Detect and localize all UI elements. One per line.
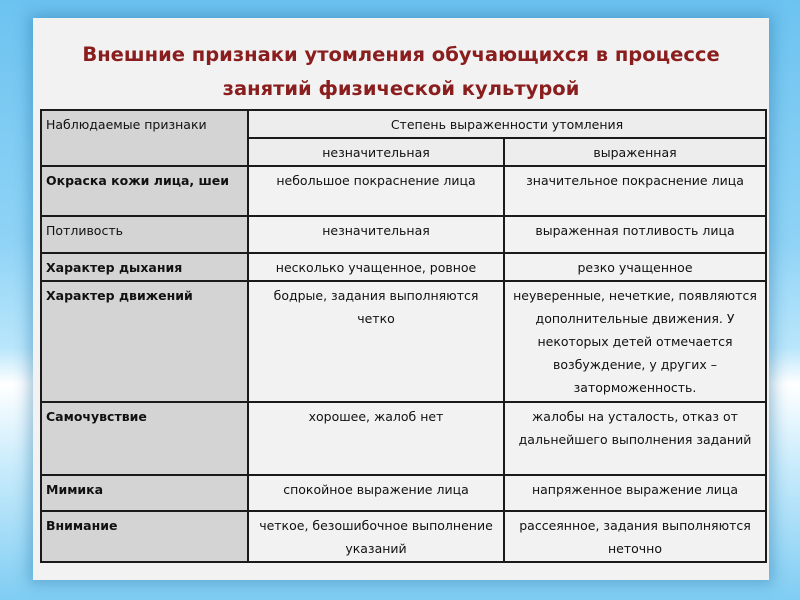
- row-major: выраженная потливость лица: [504, 216, 766, 253]
- row-major: жалобы на усталость, отказ от дальнейшего выполнения заданий: [504, 402, 766, 475]
- row-major: резко учащенное: [504, 253, 766, 281]
- table-row: [41, 511, 766, 562]
- row-sign: Характер дыхания: [41, 253, 248, 281]
- row-sign: Самочувствие: [41, 402, 248, 475]
- row-minor: несколько учащенное, ровное: [248, 253, 504, 281]
- row-sign: Характер движений: [41, 281, 248, 402]
- row-major: неуверенные, нечеткие, появляются дополнительные движения. У некоторых детей отмечается возбуждение, у других – заторможенность.: [504, 281, 766, 402]
- title-line-2: занятий физической культурой: [222, 77, 580, 100]
- row-minor: незначительная: [248, 216, 504, 253]
- row-sign: Окраска кожи лица, шеи: [41, 166, 248, 216]
- header-observed-signs: Наблюдаемые признаки: [41, 110, 248, 166]
- row-major: значительное покраснение лица: [504, 166, 766, 216]
- row-major: напряженное выражение лица: [504, 475, 766, 511]
- table-row: [41, 281, 766, 402]
- row-sign: Потливость: [41, 216, 248, 253]
- row-major: рассеянное, задания выполняются неточно: [504, 511, 766, 562]
- row-sign: Мимика: [41, 475, 248, 511]
- row-minor: небольшое покраснение лица: [248, 166, 504, 216]
- row-minor: спокойное выражение лица: [248, 475, 504, 511]
- header-minor: незначительная: [248, 138, 504, 166]
- row-minor: четкое, безошибочное выполнение указаний: [248, 511, 504, 562]
- header-row-1: [41, 110, 766, 138]
- row-minor: хорошее, жалоб нет: [248, 402, 504, 475]
- header-major: выраженная: [504, 138, 766, 166]
- fatigue-signs-table: [40, 109, 767, 563]
- header-degree-group: Степень выраженности утомления: [248, 110, 766, 138]
- title-line-1: Внешние признаки утомления обучающихся в процессе: [82, 43, 720, 66]
- slide: [33, 18, 769, 580]
- slide-title: [33, 38, 769, 106]
- table-row: [41, 475, 766, 511]
- table-row: [41, 216, 766, 253]
- table-row: [41, 402, 766, 475]
- table-row: [41, 166, 766, 216]
- table-row: [41, 253, 766, 281]
- row-minor: бодрые, задания выполняются четко: [248, 281, 504, 402]
- row-sign: Внимание: [41, 511, 248, 562]
